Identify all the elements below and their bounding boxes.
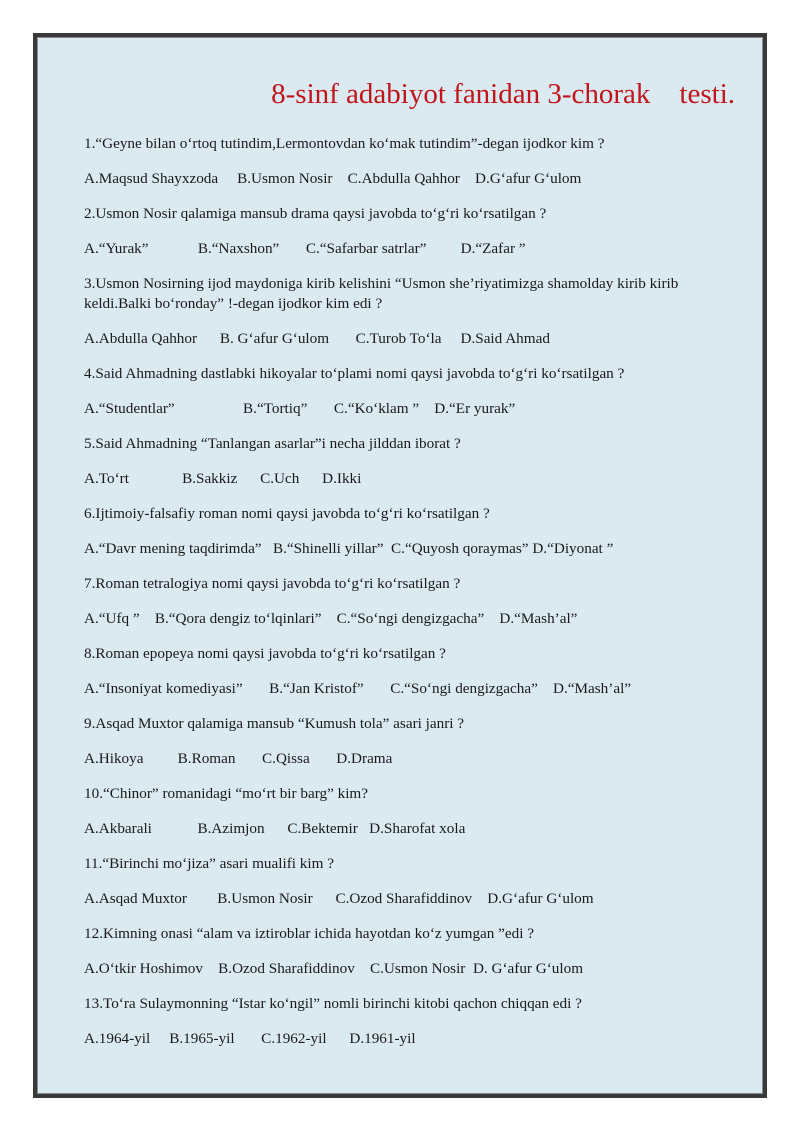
question-2: 2.Usmon Nosir qalamiga mansub drama qaysi javobda to‘g‘ri ko‘rsatilgan ? bbox=[84, 205, 547, 222]
question-3: 3.Usmon Nosirning ijod maydoniga kirib kelishini “Usmon she’riyatimizga shamolday kirib kirib keldi.Balki bo‘ronday” !-degan ijodkor kim edi ? bbox=[84, 275, 679, 312]
question-13: 13.To‘ra Sulaymonning “Istar ko‘ngil” nomli birinchi kitobi qachon chiqqan edi ? bbox=[84, 995, 582, 1012]
answers-12: A.O‘tkir Hoshimov B.Ozod Sharafiddinov C.Usmon Nosir D. G‘afur G‘ulom bbox=[84, 960, 584, 977]
answers-4: A.“Studentlar” B.“Tortiq” C.“Ko‘klam ” D.“Er yurak” bbox=[84, 400, 516, 417]
question-7: 7.Roman tetralogiya nomi qaysi javobda to‘g‘ri ko‘rsatilgan ? bbox=[84, 575, 461, 592]
question-1: 1.“Geyne bilan o‘rtoq tutindim,Lermontovdan ko‘mak tutindim”-degan ijodkor kim ? bbox=[84, 135, 605, 152]
answers-5: A.To‘rt B.Sakkiz C.Uch D.Ikki bbox=[84, 470, 362, 487]
question-12: 12.Kimning onasi “alam va iztiroblar ichida hayotdan ko‘z yumgan ”edi ? bbox=[84, 925, 534, 942]
answers-1: A.Maqsud Shayxzoda B.Usmon Nosir C.Abdulla Qahhor D.G‘afur G‘ulom bbox=[84, 170, 582, 187]
test-title: 8-sinf adabiyot fanidan 3-chorak testi. bbox=[271, 78, 735, 110]
question-8: 8.Roman epopeya nomi qaysi javobda to‘g‘ri ko‘rsatilgan ? bbox=[84, 645, 446, 662]
question-6: 6.Ijtimoiy-falsafiy roman nomi qaysi javobda to‘g‘ri ko‘rsatilgan ? bbox=[84, 505, 490, 522]
answers-2: A.“Yurak” B.“Naxshon” C.“Safarbar satrlar” D.“Zafar ” bbox=[84, 240, 526, 257]
question-list bbox=[84, 134, 734, 1049]
answers-13: A.1964-yil B.1965-yil C.1962-yil D.1961-yil bbox=[84, 1030, 416, 1047]
answers-11: A.Asqad Muxtor B.Usmon Nosir C.Ozod Sharafiddinov D.G‘afur G‘ulom bbox=[84, 890, 594, 907]
answers-3: A.Abdulla Qahhor B. G‘afur G‘ulom C.Turob To‘la D.Said Ahmad bbox=[84, 330, 550, 347]
question-5: 5.Said Ahmadning “Tanlangan asarlar”i necha jilddan iborat ? bbox=[84, 435, 461, 452]
answers-10: A.Akbarali B.Azimjon C.Bektemir D.Sharofat xola bbox=[84, 820, 466, 837]
answers-8: A.“Insoniyat komediyasi” B.“Jan Kristof” C.“So‘ngi dengizgacha” D.“Mash’al” bbox=[84, 680, 632, 697]
question-11: 11.“Birinchi mo‘jiza” asari mualifi kim ? bbox=[84, 855, 334, 872]
answers-9: A.Hikoya B.Roman C.Qissa D.Drama bbox=[84, 750, 393, 767]
question-9: 9.Asqad Muxtor qalamiga mansub “Kumush tola” asari janri ? bbox=[84, 715, 465, 732]
question-10: 10.“Chinor” romanidagi “mo‘rt bir barg” kim? bbox=[84, 785, 368, 802]
answers-6: A.“Davr mening taqdirimda” B.“Shinelli yillar” C.“Quyosh qoraymas” D.“Diyonat ” bbox=[84, 540, 614, 557]
question-4: 4.Said Ahmadning dastlabki hikoyalar to‘plami nomi qaysi javobda to‘g‘ri ko‘rsatilgan ? bbox=[84, 365, 625, 382]
answers-7: A.“Ufq ” B.“Qora dengiz to‘lqinlari” C.“So‘ngi dengizgacha” D.“Mash’al” bbox=[84, 610, 578, 627]
